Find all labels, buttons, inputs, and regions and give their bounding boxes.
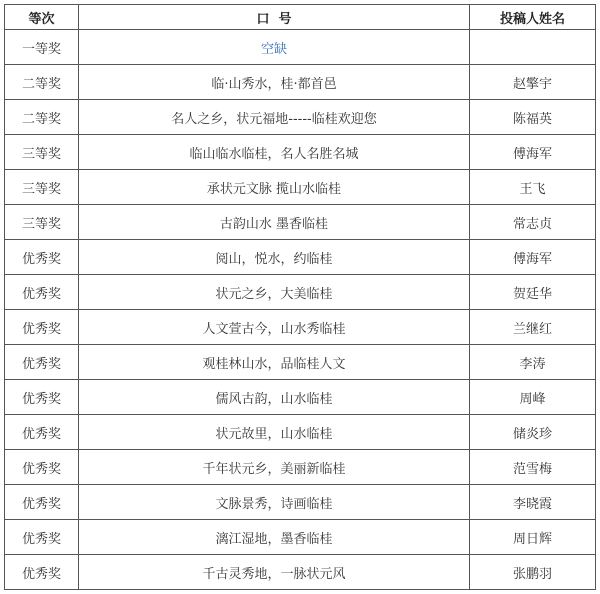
award-table <box>4 4 596 590</box>
author-cell: 傅海军 <box>470 135 596 170</box>
slogan-cell: 状元之乡，大美临桂 <box>79 275 470 310</box>
author-cell: 陈福英 <box>470 100 596 135</box>
header-author: 投稿人姓名 <box>470 5 596 30</box>
rank-cell: 优秀奖 <box>5 345 79 380</box>
rank-cell: 优秀奖 <box>5 520 79 555</box>
rank-cell: 优秀奖 <box>5 555 79 590</box>
author-cell: 储炎珍 <box>470 415 596 450</box>
rank-cell: 优秀奖 <box>5 485 79 520</box>
table-body <box>5 30 596 590</box>
author-cell: 周峰 <box>470 380 596 415</box>
slogan-cell: 古韵山水 墨香临桂 <box>79 205 470 240</box>
table-row <box>5 65 596 100</box>
author-cell: 兰继红 <box>470 310 596 345</box>
rank-cell: 优秀奖 <box>5 240 79 275</box>
author-cell <box>470 30 596 65</box>
table-row <box>5 310 596 345</box>
table-header-row <box>5 5 596 30</box>
rank-cell: 优秀奖 <box>5 380 79 415</box>
table-row <box>5 275 596 310</box>
rank-cell: 二等奖 <box>5 65 79 100</box>
author-cell: 王飞 <box>470 170 596 205</box>
table-row <box>5 345 596 380</box>
slogan-cell: 漓江湿地，墨香临桂 <box>79 520 470 555</box>
table-row <box>5 240 596 275</box>
slogan-cell: 儒风古韵，山水临桂 <box>79 380 470 415</box>
slogan-cell: 文脉景秀，诗画临桂 <box>79 485 470 520</box>
slogan-cell: 空缺 <box>79 30 470 65</box>
slogan-cell: 观桂林山水，品临桂人文 <box>79 345 470 380</box>
table-row <box>5 415 596 450</box>
author-cell: 李涛 <box>470 345 596 380</box>
header-rank: 等次 <box>5 5 79 30</box>
table-row <box>5 30 596 65</box>
rank-cell: 一等奖 <box>5 30 79 65</box>
author-cell: 周日辉 <box>470 520 596 555</box>
slogan-cell: 临·山秀水，桂·都首邑 <box>79 65 470 100</box>
author-cell: 赵擎宇 <box>470 65 596 100</box>
table-row <box>5 380 596 415</box>
header-slogan: 口 号 <box>79 5 470 30</box>
table-row <box>5 520 596 555</box>
author-cell: 常志贞 <box>470 205 596 240</box>
table-row <box>5 135 596 170</box>
rank-cell: 三等奖 <box>5 135 79 170</box>
author-cell: 张鹏羽 <box>470 555 596 590</box>
table-row <box>5 100 596 135</box>
slogan-cell: 承状元文脉 揽山水临桂 <box>79 170 470 205</box>
author-cell: 李晓霞 <box>470 485 596 520</box>
slogan-cell: 阅山，悦水，约临桂 <box>79 240 470 275</box>
rank-cell: 优秀奖 <box>5 275 79 310</box>
table-row <box>5 450 596 485</box>
table-row <box>5 555 596 590</box>
slogan-cell: 千年状元乡，美丽新临桂 <box>79 450 470 485</box>
rank-cell: 优秀奖 <box>5 310 79 345</box>
table-row <box>5 170 596 205</box>
rank-cell: 二等奖 <box>5 100 79 135</box>
rank-cell: 三等奖 <box>5 205 79 240</box>
rank-cell: 三等奖 <box>5 170 79 205</box>
table-row <box>5 485 596 520</box>
slogan-cell: 千古灵秀地，一脉状元风 <box>79 555 470 590</box>
slogan-cell: 人文萱古今，山水秀临桂 <box>79 310 470 345</box>
slogan-cell: 名人之乡，状元福地-----临桂欢迎您 <box>79 100 470 135</box>
author-cell: 傅海军 <box>470 240 596 275</box>
rank-cell: 优秀奖 <box>5 450 79 485</box>
slogan-cell: 临山临水临桂，名人名胜名城 <box>79 135 470 170</box>
slogan-cell: 状元故里，山水临桂 <box>79 415 470 450</box>
author-cell: 贺廷华 <box>470 275 596 310</box>
rank-cell: 优秀奖 <box>5 415 79 450</box>
table-row <box>5 205 596 240</box>
author-cell: 范雪梅 <box>470 450 596 485</box>
